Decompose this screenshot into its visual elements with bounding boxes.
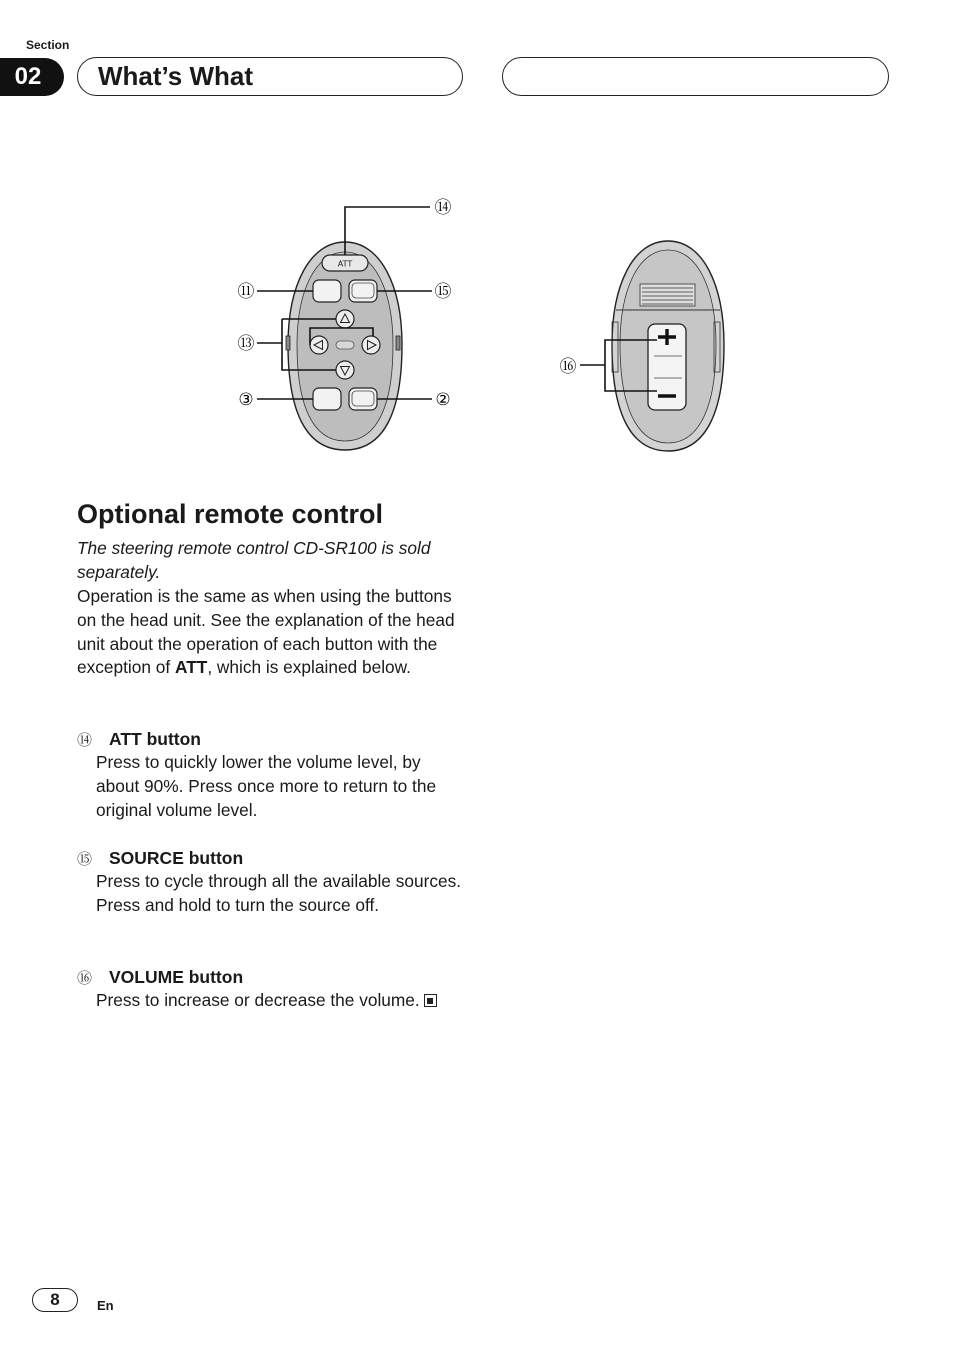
att-button-label: ATT: [337, 259, 353, 269]
callout-13: ⑬: [237, 334, 255, 354]
callout-16: ⑯: [559, 357, 577, 377]
callout-11: ⑪: [237, 282, 255, 302]
section-label: Section: [26, 38, 70, 52]
down-button-shape: [336, 361, 354, 379]
att-emphasis: ATT: [175, 657, 208, 678]
intro-italic-paragraph: The steering remote control CD-SR100 is sold separately.: [77, 538, 431, 582]
callout-3: ③: [238, 390, 254, 410]
button-3-shape: [313, 388, 341, 410]
callout-14: ⑭: [434, 198, 452, 218]
intro-paragraph: Operation is the same as when using the buttons on the head unit. See the explanation of the head unit about the operation of each button with the exception of ATT, which is explained below.: [77, 586, 455, 678]
item-heading-source: ⑮ SOURCE button: [77, 848, 244, 868]
right-button-shape: [362, 336, 380, 354]
section-heading: Optional remote control: [77, 499, 384, 529]
callout-15: ⑮: [434, 282, 452, 302]
item-text-att: Press to quickly lower the volume level, by about 90%. Press once more to return to the original volume level.: [96, 752, 437, 820]
button-11-shape: [313, 280, 341, 302]
item-heading-att: ⑭ ATT button: [77, 729, 201, 749]
page-number: 8: [32, 1288, 78, 1312]
section-number-tab: 02: [0, 58, 64, 96]
page-title: What’s What: [98, 61, 254, 91]
item-text-volume: Press to increase or decrease the volume.: [96, 989, 468, 1013]
end-of-section-icon: [424, 994, 437, 1007]
item-text-source: Press to cycle through all the available sources. Press and hold to turn the source off.: [96, 871, 462, 915]
up-button-shape: [336, 310, 354, 328]
item-heading-volume: ⑯ VOLUME button: [77, 967, 244, 987]
left-button-shape: [310, 336, 328, 354]
language-code: En: [97, 1298, 114, 1313]
remote-front-illustration: [286, 242, 402, 450]
callout-2: ②: [435, 390, 451, 410]
remote-back-illustration: [612, 241, 724, 451]
remote-control-figure: [0, 0, 954, 480]
